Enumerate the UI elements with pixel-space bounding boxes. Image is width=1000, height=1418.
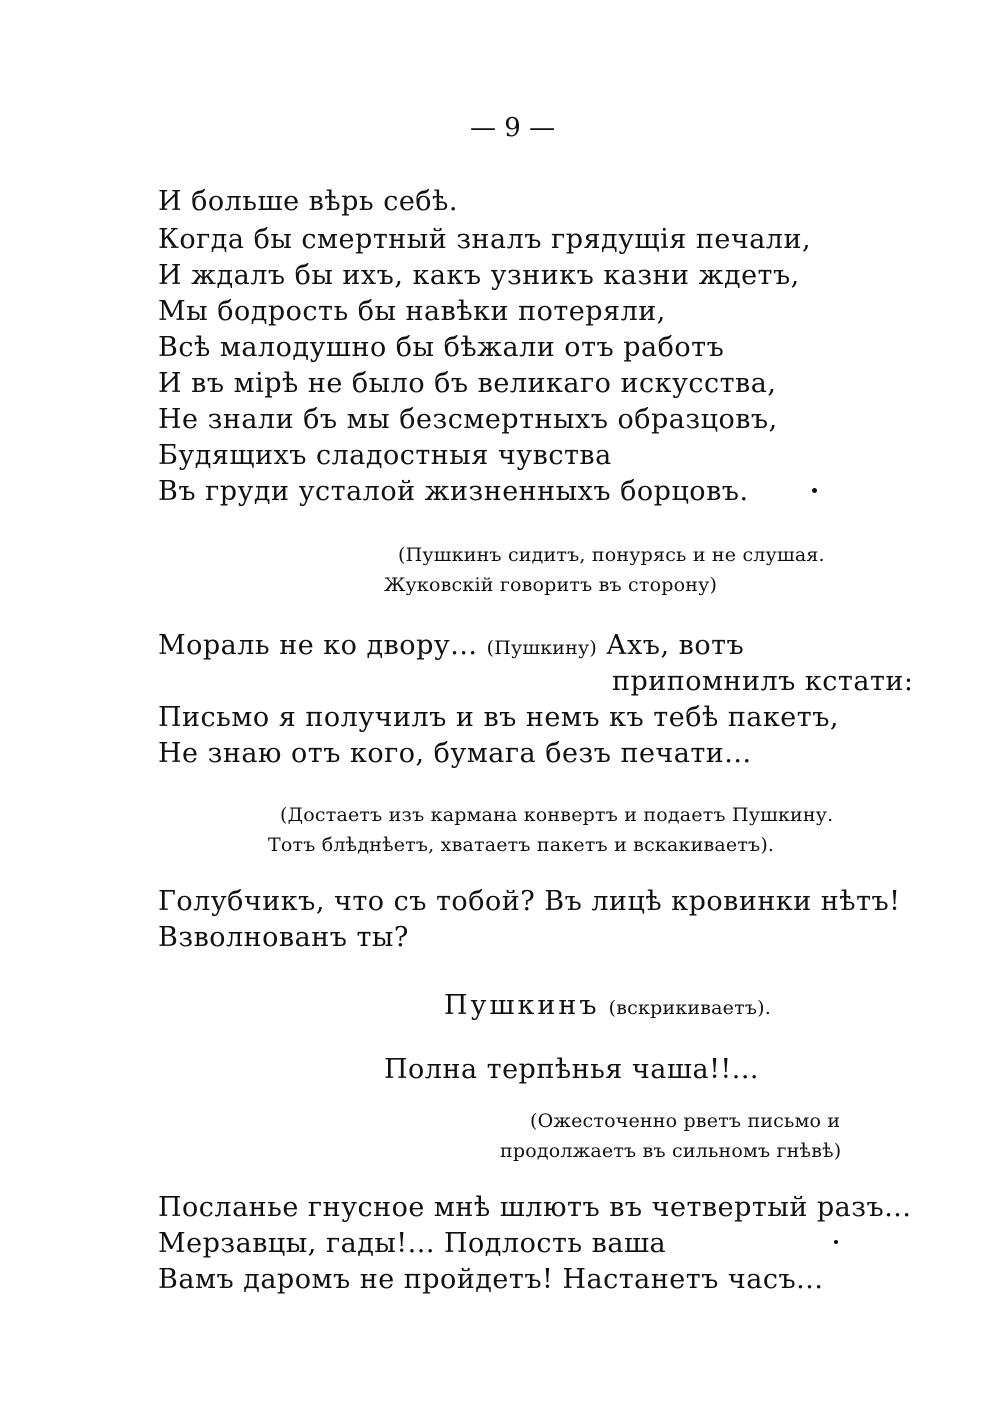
verse-line: Посланье гнусное мнѣ шлютъ въ четвертый разъ... bbox=[158, 1192, 912, 1223]
verse-line: Письмо я получилъ и въ немъ къ тебѣ пакетъ, bbox=[158, 702, 839, 733]
verse-text: Мораль не ко двору... bbox=[158, 630, 478, 661]
verse-line: И въ мірѣ не было бъ великаго искусства, bbox=[158, 368, 777, 399]
verse-line bbox=[158, 630, 744, 664]
verse-line: Въ груди усталой жизненныхъ борцовъ. bbox=[158, 476, 749, 507]
verse-line: Мы бодрость бы навѣки потеряли, bbox=[158, 296, 666, 327]
verse-line: Не знаю отъ кого, бумага безъ печати... bbox=[158, 738, 752, 769]
stage-direction-line: (Пушкинъ сидитъ, понурясь и не слушая. bbox=[398, 544, 825, 566]
verse-line: И больше вѣрь себѣ. bbox=[158, 186, 458, 217]
stage-direction-line: (Ожесточенно рветъ письмо и bbox=[530, 1110, 841, 1132]
verse-line: Когда бы смертный зналъ грядущія печали, bbox=[158, 224, 812, 255]
verse-line: Будящихъ сладостныя чувства bbox=[158, 440, 612, 471]
print-speck bbox=[812, 488, 817, 493]
verse-line: Взволнованъ ты? bbox=[158, 922, 409, 953]
verse-line: Всѣ малодушно бы бѣжали отъ работъ bbox=[158, 332, 725, 363]
aside-direction: (Пушкину) bbox=[486, 637, 597, 659]
speaker-action: (вскрикиваетъ). bbox=[608, 997, 771, 1019]
verse-line: Голубчикъ, что съ тобой? Въ лицѣ кровинки нѣтъ! bbox=[158, 886, 901, 917]
verse-line: Полна терпѣнья чаша!!... bbox=[384, 1054, 760, 1085]
verse-line: Мерзавцы, гады!... Подлость ваша bbox=[158, 1228, 667, 1259]
verse-line: Не знали бъ мы безсмертныхъ образцовъ, bbox=[158, 404, 778, 435]
stage-direction-line: (Достаетъ изъ кармана конвертъ и подаетъ Пушкину. bbox=[280, 804, 834, 826]
page-number: — 9 — bbox=[470, 113, 556, 143]
speaker-line bbox=[444, 990, 771, 1024]
verse-line: припомнилъ кстати: bbox=[612, 666, 914, 697]
verse-line: Вамъ даромъ не пройдетъ! Настанетъ часъ... bbox=[158, 1264, 824, 1295]
stage-direction-line: продолжаетъ въ сильномъ гнѣвѣ) bbox=[500, 1140, 842, 1162]
print-speck bbox=[834, 1240, 838, 1244]
stage-direction-line: Жуковскій говоритъ въ сторону) bbox=[384, 574, 718, 596]
verse-line: И ждалъ бы ихъ, какъ узникъ казни ждетъ, bbox=[158, 260, 800, 291]
stage-direction-line: Тотъ блѣднѣетъ, хватаетъ пакетъ и вскакиваетъ). bbox=[268, 834, 775, 856]
verse-text: Ахъ, вотъ bbox=[606, 630, 745, 661]
speaker-name: Пушкинъ bbox=[444, 990, 600, 1021]
